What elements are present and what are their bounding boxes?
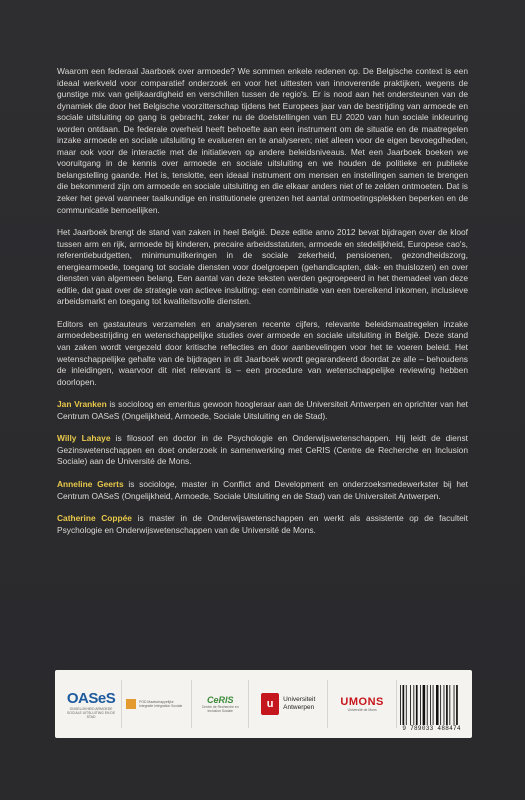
bio-catherine-coppee [57,513,468,536]
author-name: Willy Lahaye [57,433,111,444]
author-bio: is socioloog en emeritus gewoon hoogleraar aan de Universiteit Antwerpen en oprichter van het Centrum OASeS (Ongelijkheid, Armoede, Sociale Uitsluiting en de Stad). [57,399,468,421]
isbn-barcode [397,676,466,732]
pod-mi-square-icon [126,699,136,709]
author-name: Anneline Geerts [57,478,124,489]
paragraph-method: Editors en gastauteurs verzamelen en analyseren recente cijfers, relevante beleidsmaatregelen inzake armoedebestrijding en wetenschappelijke studies over armoede en sociale uitsluiting in België. Deze stand van zaken wordt vergezeld door kritische reflecties en door aanbevelingen voor het te voeren beleid. Het wetenschappelijke gehalte van de bijdragen in dit Jaarboek wordt gegarandeerd doordat ze alle – behoudens de inleidingen, waarvoor dit niet relevant is – een procedure van wetenschappelijke reviewing hebben doorlopen. [57,318,468,387]
ua-wordmark [283,696,315,712]
bio-anneline-geerts [57,479,468,502]
author-bio: is filosoof en doctor in de Psychologie en Onderwijswetenschappen. Hij leidt de dienst Gezinswetenschappen en doet onderzoek in samenwerking met CeRIS (Centre de Recherche en Inclusion Sociale) aan de Université de Mons. [57,433,468,467]
pod-mi-logo [122,680,192,728]
blurb-text [57,66,468,547]
bio-jan-vranken [57,399,468,422]
author-name: Catherine Coppée [57,513,132,524]
author-bio: is sociologe, master in Conflict and Development en onderzoeksmedewerkster bij het Centrum OASeS (Ongelijkheid, Armoede, Sociale Uitsluiting en de Stad) van de Universiteit Antwerpen. [57,478,468,501]
partner-logos-panel [55,670,472,738]
ceris-logo [192,680,249,728]
pod-mi-text: POD Maatschappelijke Integratie Intégration Sociale [139,700,183,708]
umons-subtitle: Université de Mons [347,708,377,712]
barcode-bars-icon [400,685,464,725]
universiteit-antwerpen-logo [249,680,328,728]
ceris-wordmark: CeRIS [206,695,234,705]
paragraph-intro: Waarom een federaal Jaarboek over armoede? We sommen enkele redenen op. De Belgische context is een ideaal werkveld voor comparatief onderzoek en voor het uittesten van innoverende praktijken, wegens de gunstige mix van gelijkaardigheid en verschillen tussen de regio's. Er is nood aan het ondersteunen van de dynamiek die door het Belgische voorzitterschap tijdens het Europees jaar van de bestrijding van armoede en sociale uitsluiting op gang is gebracht, zeker nu de doelstellingen van EU 2020 van hun sociale inkleuring worden ontdaan. De federale overheid heeft behoefte aan een instrument om de situatie en de maatregelen inzake armoede en sociale uitsluiting te evalueren en te analyseren; niet alleen voor de eigen bevoegdheden, maar ook voor de interactie met de initiatieven op andere beleidsniveaus. Met een Jaarboek boeken we vooruitgang in de kennis over armoede en sociale uitsluiting en we houden de politieke en publieke belangstelling gaande. Het is, tenslotte, een ideaal instrument om mensen en instellingen samen te brengen die bekommerd zijn om armoede en sociale uitsluiting en die elkaar anders niet of te zelden ontmoeten. Dat is zeker het geval wanneer taalkundige en institutionele grenzen het aantal ontmoetingsplekken beperken en de communicatie bemoeilijken. [57,66,468,215]
oases-wordmark: OASeS [66,689,116,707]
umons-wordmark: UMONS [340,696,384,708]
ua-line1: Universiteit [283,696,316,703]
author-bio: is master in de Onderwijswetenschappen en werkt als assistente op de faculteit Psychologie en Onderwijswetenschappen van de Université de Mons. [57,513,468,535]
author-name: Jan Vranken [57,399,107,410]
barcode-number: 9 789033 488474 [402,725,461,732]
ceris-subtitle: Centre de Recherche en Inclusion Sociale [201,705,239,713]
umons-logo [328,680,397,728]
ua-line2: Antwerpen [283,704,315,711]
oases-subtitle: ONGELIJKHEID ARMOEDE SOCIALE UITSLUITING EN DE STAD [67,706,116,719]
ua-emblem-icon: u [261,693,279,715]
paragraph-contents: Het Jaarboek brengt de stand van zaken in heel België. Deze editie anno 2012 bevat bijdragen over de kloof tussen arm en rijk, armoede bij kinderen, precaire arbeidsstatuten, armoede en stedelijkheid, Europese cao's, referentiebudgetten, minimumuitkeringen in de sociale zekerheid, pensioenen, gezondheidszorg, energiearmoede, toegang tot sociale diensten voor doelgroepen (gehandicapten, dak- en thuislozen) en over diensten van algemeen belang. Een aantal van deze teksten werden gegroepeerd in het themadeel van deze editie, dat gaat over de strategie van actieve insluiting: een combinatie van een toereikend inkomen, inclusieve arbeidsmarkt en toegang tot kwaliteitsvolle diensten. [57,227,468,307]
bio-willy-lahaye [57,433,468,468]
oases-logo [61,680,122,728]
